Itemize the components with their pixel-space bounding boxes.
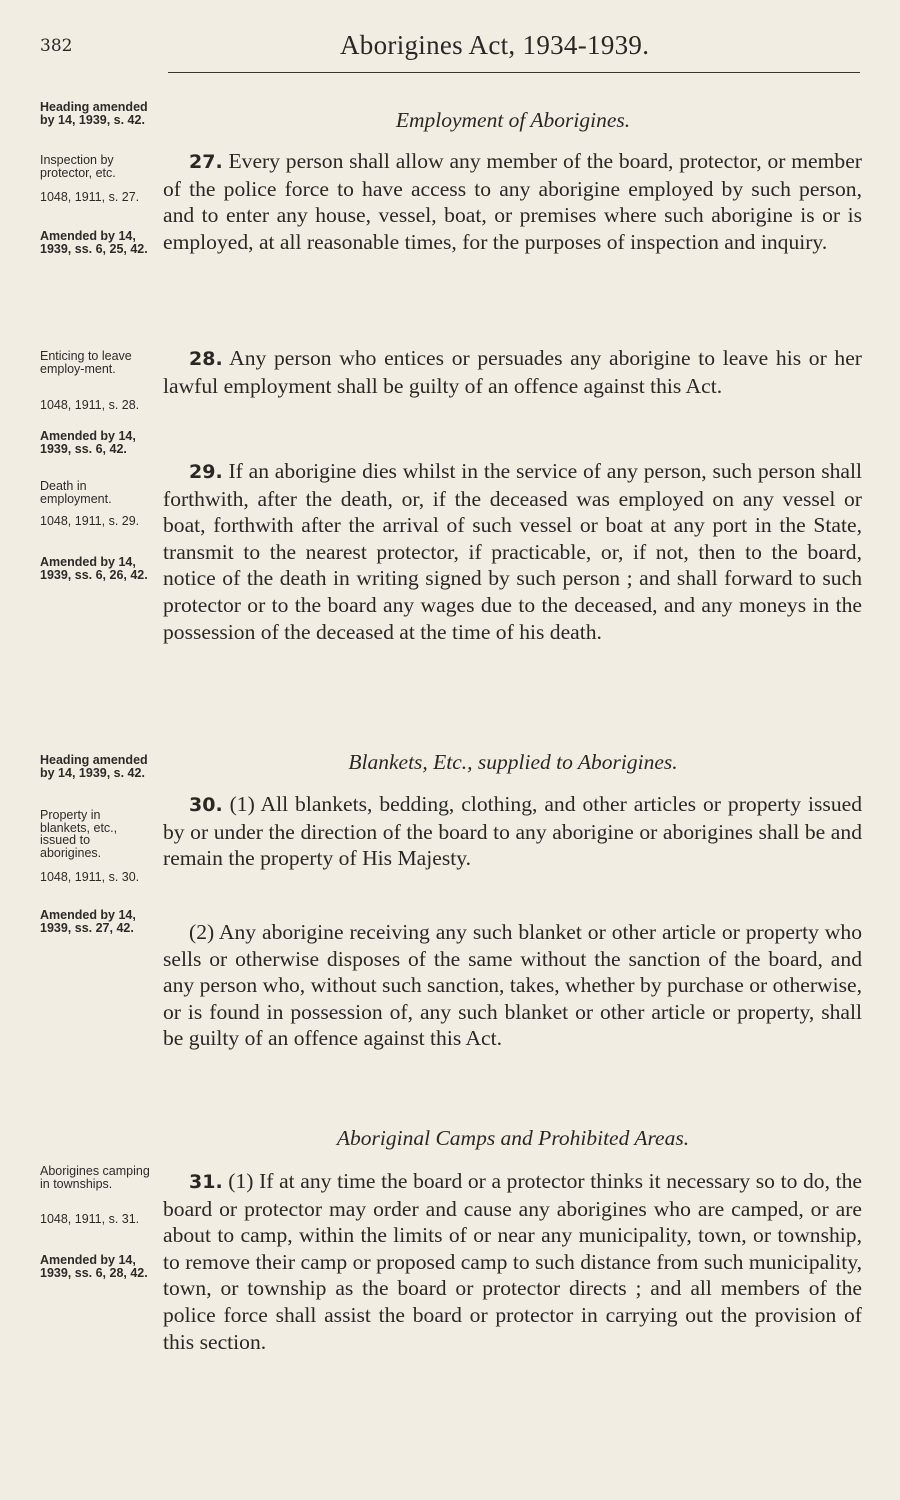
section-heading: Employment of Aborigines.	[395, 108, 631, 132]
margin-note-title: Property in blankets, etc., issued to aborigines.	[40, 808, 118, 860]
section-31	[163, 1168, 862, 1355]
section-number: 30.	[189, 794, 223, 816]
section-heading: Aboriginal Camps and Prohibited Areas.	[336, 1126, 690, 1150]
section-text: Every person shall allow any member of the board, protector, or member of the police force to have access to any aborigine employed by such person, and to enter any house, vessel, boat, or premises where such aborigine is or is employed, at all reasonable times, for the purposes of inspection and inquiry.	[163, 149, 862, 254]
section-30-2	[163, 919, 862, 1052]
section-heading: Blankets, Etc., supplied to Aborigines.	[348, 750, 678, 774]
margin-note-source: 1048, 1911, s. 29.	[40, 514, 140, 528]
section-number: 28.	[189, 348, 223, 370]
margin-note-amended: Amended by 14, 1939, ss. 6, 28, 42.	[40, 1253, 148, 1280]
margin-note-title: Aborigines camping in townships.	[40, 1164, 150, 1191]
header-rule	[168, 72, 860, 73]
section-text: (2) Any aborigine receiving any such blanket or other article or property who sells or otherwise disposes of the same without the sanction of the board, and any person who, without such sanction, takes, whether by purchase or otherwise, or is found in possession of, any such blanket or other article or property, shall be guilty of an offence against this Act.	[163, 920, 862, 1051]
margin-note-amended: Amended by 14, 1939, ss. 27, 42.	[40, 908, 136, 935]
section-27	[163, 148, 862, 255]
section-text: (1) All blankets, bedding, clothing, and other articles or property issued by or under the direction of the board to any aborigine or aborigines shall be and remain the property of His Majesty.	[163, 792, 862, 871]
section-number: 31.	[189, 1171, 223, 1193]
margin-note-amended: Amended by 14, 1939, ss. 6, 42.	[40, 429, 136, 456]
margin-note-source: 1048, 1911, s. 30.	[40, 870, 140, 884]
section-29	[163, 458, 862, 645]
section-number: 29.	[189, 461, 223, 483]
section-text: Any person who entices or persuades any aborigine to leave his or her lawful employment shall be guilty of an offence against this Act.	[163, 346, 862, 398]
margin-note-source: 1048, 1911, s. 27.	[40, 190, 140, 204]
margin-note-source: 1048, 1911, s. 31.	[40, 1212, 140, 1226]
section-number: 27.	[189, 151, 223, 173]
margin-note-amended: Amended by 14, 1939, ss. 6, 25, 42.	[40, 229, 148, 256]
margin-note-heading-amended: Heading amended by 14, 1939, s. 42.	[40, 753, 148, 780]
margin-note-title: Enticing to leave employ-ment.	[40, 349, 132, 376]
margin-note-source: 1048, 1911, s. 28.	[40, 398, 140, 412]
section-text: If an aborigine dies whilst in the service of any person, such person shall forthwith, after the death, or, if the deceased was employed on any vessel or boat, forthwith after the arrival of such vessel or boat at any port in the State, transmit to the nearest protector, if practicable, or, if not, then to the board, notice of the death in writing signed by such person ; and shall forward to such protector or to the board any wages due to the deceased, and any moneys in the possession of the deceased at the time of his death.	[163, 459, 862, 644]
running-head: Aborigines Act, 1934-1939.	[340, 30, 650, 60]
section-28	[163, 345, 862, 399]
margin-note-title: Death in employment.	[40, 479, 112, 506]
section-text: (1) If at any time the board or a protector thinks it necessary so to do, the board or protector may order and cause any aborigines who are camped, or are about to camp, within the limits of or near any municipality, town, or township, to remove their camp or proposed camp to such distance from such municipality, town, or township as the board or protector directs ; and all members of the police force shall assist the board or protector in carrying out the provision of this section.	[163, 1169, 862, 1354]
margin-note-title: Inspection by protector, etc.	[40, 153, 116, 180]
page-number: 382	[40, 36, 73, 56]
margin-note-heading-amended: Heading amended by 14, 1939, s. 42.	[40, 100, 148, 127]
section-30-1	[163, 791, 862, 872]
margin-note-amended: Amended by 14, 1939, ss. 6, 26, 42.	[40, 555, 148, 582]
